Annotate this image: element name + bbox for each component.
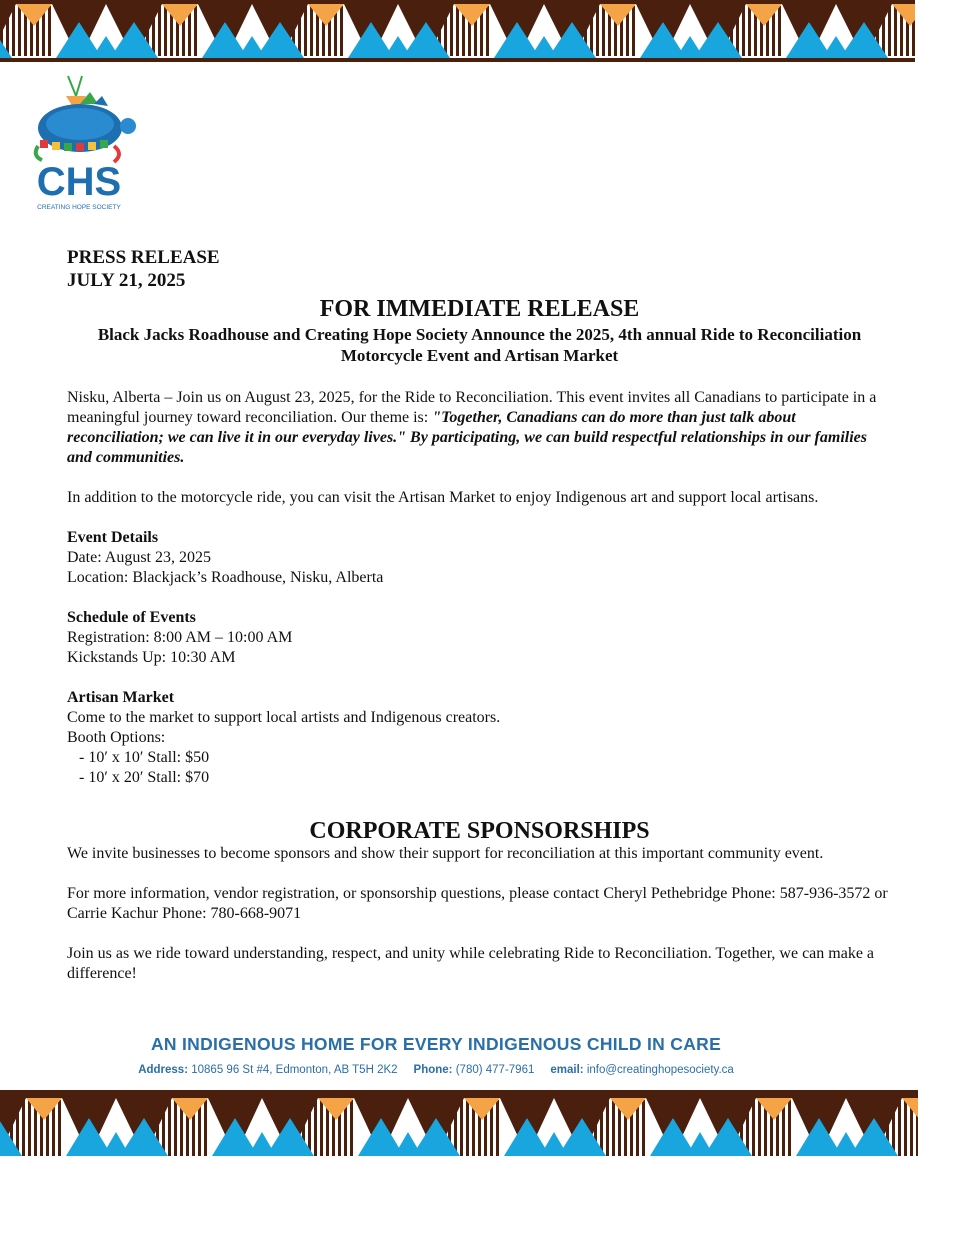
press-release-date: JULY 21, 2025 [67, 270, 186, 291]
press-release-body [67, 246, 892, 984]
schedule-kickstands: Kickstands Up: 10:30 AM [67, 649, 236, 666]
email-label: email: [550, 1064, 584, 1076]
contact-paragraph: For more information, vendor registration, or sponsorship questions, please contact Cheryl Pethebridge Phone: 587-936-3572 or Carrie Kachur Phone: 780-668-9071 [67, 885, 888, 922]
footer-tagline: AN INDIGENOUS HOME FOR EVERY INDIGENOUS CHILD IN CARE [150, 1034, 722, 1054]
top-decorative-band [0, 0, 915, 62]
phone-label: Phone: [413, 1064, 453, 1076]
sponsorship-invite: We invite businesses to become sponsors and show their support for reconciliation at this important community event. [67, 845, 824, 862]
intro-quote: "Together, Canadians can do more than just talk about reconciliation; we can live it in our everyday lives." By participating, we can build respectful relationships in our families and communities. [67, 409, 867, 466]
release-subheading: Black Jacks Roadhouse and Creating Hope Society Announce the 2025, 4th annual Ride to Reconciliation Motorcycle Event and Artisan Market [97, 325, 862, 365]
booth-options-label: Booth Options: [67, 729, 166, 746]
logo-subtitle: CREATING HOPE SOCIETY [37, 204, 121, 211]
phone-value: (780) 477-7961 [455, 1064, 535, 1076]
artisan-description: Come to the market to support local artists and Indigenous creators. [67, 709, 501, 726]
schedule-title: Schedule of Events [67, 609, 196, 626]
market-intro: In addition to the motorcycle ride, you can visit the Artisan Market to enjoy Indigenous art and support local artisans. [67, 489, 819, 506]
chs-logo [18, 74, 140, 214]
immediate-release-heading: FOR IMMEDIATE RELEASE [319, 296, 640, 322]
email-link[interactable]: info@creatinghopesociety.ca [586, 1064, 734, 1076]
event-date: Date: August 23, 2025 [67, 549, 211, 566]
bottom-decorative-band [0, 1090, 918, 1156]
intro-lead: Nisku, Alberta – Join us on August 23, 2025, for the Ride to Reconciliation. This event invites all Canadians to participate in a meaningful journey toward reconciliation. Our theme is: [67, 389, 877, 426]
intro-paragraph [67, 388, 892, 468]
logo-text: CHS [36, 160, 122, 204]
schedule-registration: Registration: 8:00 AM – 10:00 AM [67, 629, 293, 646]
footer-contact-line [0, 1064, 872, 1076]
booth-option-item: - 10′ x 10′ Stall: $50 [79, 749, 210, 766]
event-location: Location: Blackjack’s Roadhouse, Nisku, Alberta [67, 569, 384, 586]
artisan-market-title: Artisan Market [67, 689, 175, 706]
event-details-title: Event Details [67, 529, 159, 546]
address-value: 10865 96 St #4, Edmonton, AB T5H 2K2 [191, 1064, 398, 1076]
closing-paragraph: Join us as we ride toward understanding, respect, and unity while celebrating Ride to Reconciliation. Together, we can make a difference! [67, 945, 875, 982]
corporate-sponsorships-heading: CORPORATE SPONSORSHIPS [309, 818, 650, 844]
booth-option-item: - 10′ x 20′ Stall: $70 [79, 769, 210, 786]
press-release-label: PRESS RELEASE [67, 247, 220, 268]
address-label: Address: [138, 1064, 189, 1076]
